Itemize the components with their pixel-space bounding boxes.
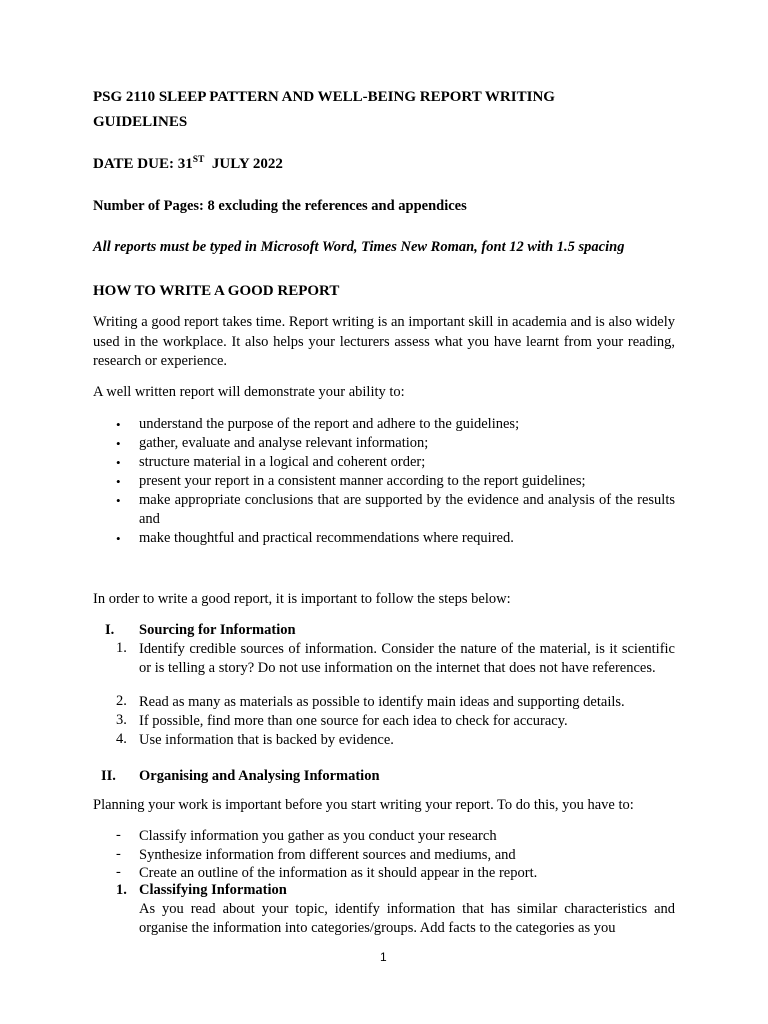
list-number: 2. (116, 693, 127, 709)
date-due-month: JULY 2022 (211, 156, 283, 172)
list-item: gather, evaluate and analyse relevant information; (139, 435, 429, 451)
list-item: Synthesize information from different sources and mediums, and (139, 847, 516, 863)
bullet-icon: • (116, 474, 121, 489)
sub-1-text: As you read about your topic, identify information that has similar characteristics and organise the information into categories/groups. Add facts to the categories as you (139, 901, 675, 936)
step-2-title: Organising and Analysing Information (139, 768, 380, 784)
list-item: Read as many as materials as possible to identify main ideas and supporting details. (139, 694, 625, 710)
dash-marker: - (116, 827, 121, 843)
list-number: 4. (116, 731, 127, 747)
step-1-numeral: I. (105, 622, 115, 638)
bullet-icon: • (116, 455, 121, 470)
document-title-line-2: GUIDELINES (93, 114, 188, 130)
step-2-intro: Planning your work is important before you start writing your report. To do this, you have to: (93, 797, 634, 813)
bullet-icon: • (116, 436, 121, 451)
bullet-icon: • (116, 417, 121, 432)
step-1-title: Sourcing for Information (139, 622, 296, 638)
sub-1-title: Classifying Information (139, 882, 287, 898)
list-item: Create an outline of the information as it should appear in the report. (139, 865, 538, 881)
step-2-numeral: II. (101, 768, 116, 784)
page-number: 1 (380, 950, 387, 964)
intro-paragraph: Writing a good report takes time. Report writing is an important skill in academia and is also widely used in the workplace. It also helps your lecturers assess what you have learnt from your reading, research or experience. (93, 314, 675, 369)
pages-note: Number of Pages: 8 excluding the references and appendices (93, 198, 467, 214)
bullet-icon: • (116, 493, 121, 508)
section-heading: HOW TO WRITE A GOOD REPORT (93, 283, 340, 299)
sub-1-number: 1. (116, 882, 127, 898)
list-item: structure material in a logical and coherent order; (139, 454, 426, 470)
steps-intro: In order to write a good report, it is important to follow the steps below: (93, 591, 511, 607)
date-due (93, 154, 283, 174)
list-item: present your report in a consistent manner according to the report guidelines; (139, 473, 586, 489)
list-item: Classify information you gather as you conduct your research (139, 828, 497, 844)
list-item: understand the purpose of the report and adhere to the guidelines; (139, 416, 520, 432)
list-item: If possible, find more than one source for each idea to check for accuracy. (139, 713, 568, 729)
document-title-line-1: PSG 2110 SLEEP PATTERN AND WELL-BEING REPORT WRITING (93, 89, 555, 105)
dash-marker: - (116, 864, 121, 880)
list-item: Identify credible sources of information. Consider the nature of the material, is it scientific or is telling a story? Do not use information on the internet that does not have references. (139, 641, 675, 676)
list-item: Use information that is backed by evidence. (139, 732, 394, 748)
date-due-suffix: ST (192, 155, 205, 165)
ability-intro: A well written report will demonstrate your ability to: (93, 384, 405, 400)
format-note: All reports must be typed in Microsoft Word, Times New Roman, font 12 with 1.5 spacing (93, 239, 625, 255)
list-item: make thoughtful and practical recommendations where required. (139, 530, 514, 546)
dash-marker: - (116, 846, 121, 862)
list-number: 1. (116, 640, 127, 656)
list-item: make appropriate conclusions that are supported by the evidence and analysis of the results and (139, 492, 675, 527)
bullet-icon: • (116, 531, 121, 546)
date-due-label: DATE DUE: 31 (93, 156, 193, 172)
list-number: 3. (116, 712, 127, 728)
